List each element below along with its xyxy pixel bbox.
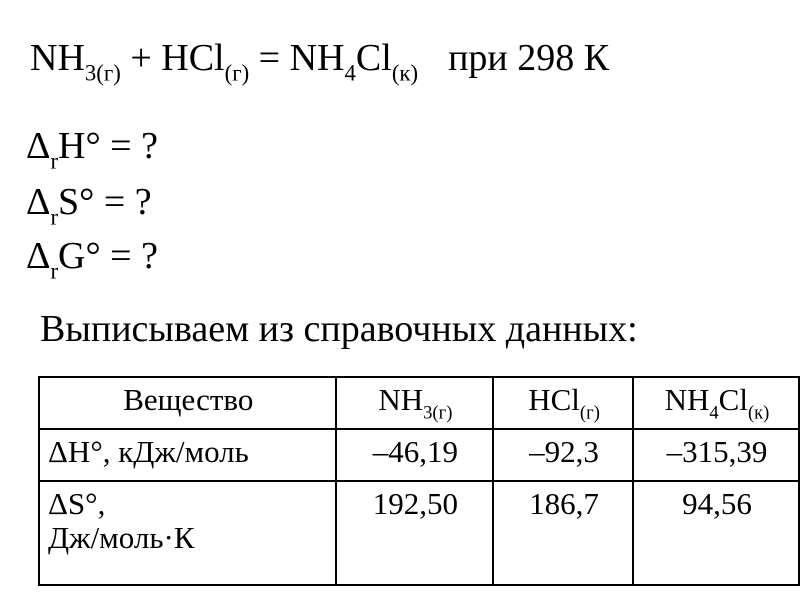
value-enthalpy-hcl: –92,3 [493, 429, 633, 481]
row-label-enthalpy: ΔH°, кДж/моль [39, 429, 336, 481]
header-nh4cl: $NH_4Cl_{(к)}$ [633, 377, 799, 429]
plus-sign: + [120, 37, 162, 79]
value-entropy-hcl: 186,7 [493, 481, 633, 585]
hcl-formula: HCl$_{(г)}$ [161, 37, 250, 86]
table-row-entropy [39, 481, 799, 585]
intro-text: Выписываем из справочных данных: [40, 308, 638, 350]
value-entropy-nh4cl: 94,56 [633, 481, 799, 585]
table-row-enthalpy [39, 429, 799, 481]
value-enthalpy-nh3: –46,19 [336, 429, 494, 481]
value-entropy-nh3: 192,50 [336, 481, 494, 585]
header-hcl: HCl$_{(г)}$ [493, 377, 633, 429]
reaction-equation [30, 36, 610, 86]
nh3-formula: $NH_{3(г)}$ [30, 37, 121, 86]
reference-data-table [38, 376, 800, 586]
question-enthalpy: $\Delta_rH^\circ$ = ? [26, 125, 158, 174]
value-enthalpy-nh4cl: –315,39 [633, 429, 799, 481]
reaction-condition: при 298 К [448, 37, 610, 79]
nh4cl-formula: $NH_4Cl_{(к)}$ [289, 37, 419, 86]
question-gibbs-energy: $\Delta_rG^\circ$ = ? [26, 235, 158, 284]
row-label-entropy: ΔS°, Дж/моль·К [39, 481, 336, 585]
question-entropy: $\Delta_rS^\circ$ = ? [26, 181, 152, 230]
table-header-row [39, 377, 799, 429]
header-substance: Вещество [39, 377, 336, 429]
equals-sign: = [249, 37, 290, 79]
header-nh3: $NH_{3(г)}$ [336, 377, 494, 429]
